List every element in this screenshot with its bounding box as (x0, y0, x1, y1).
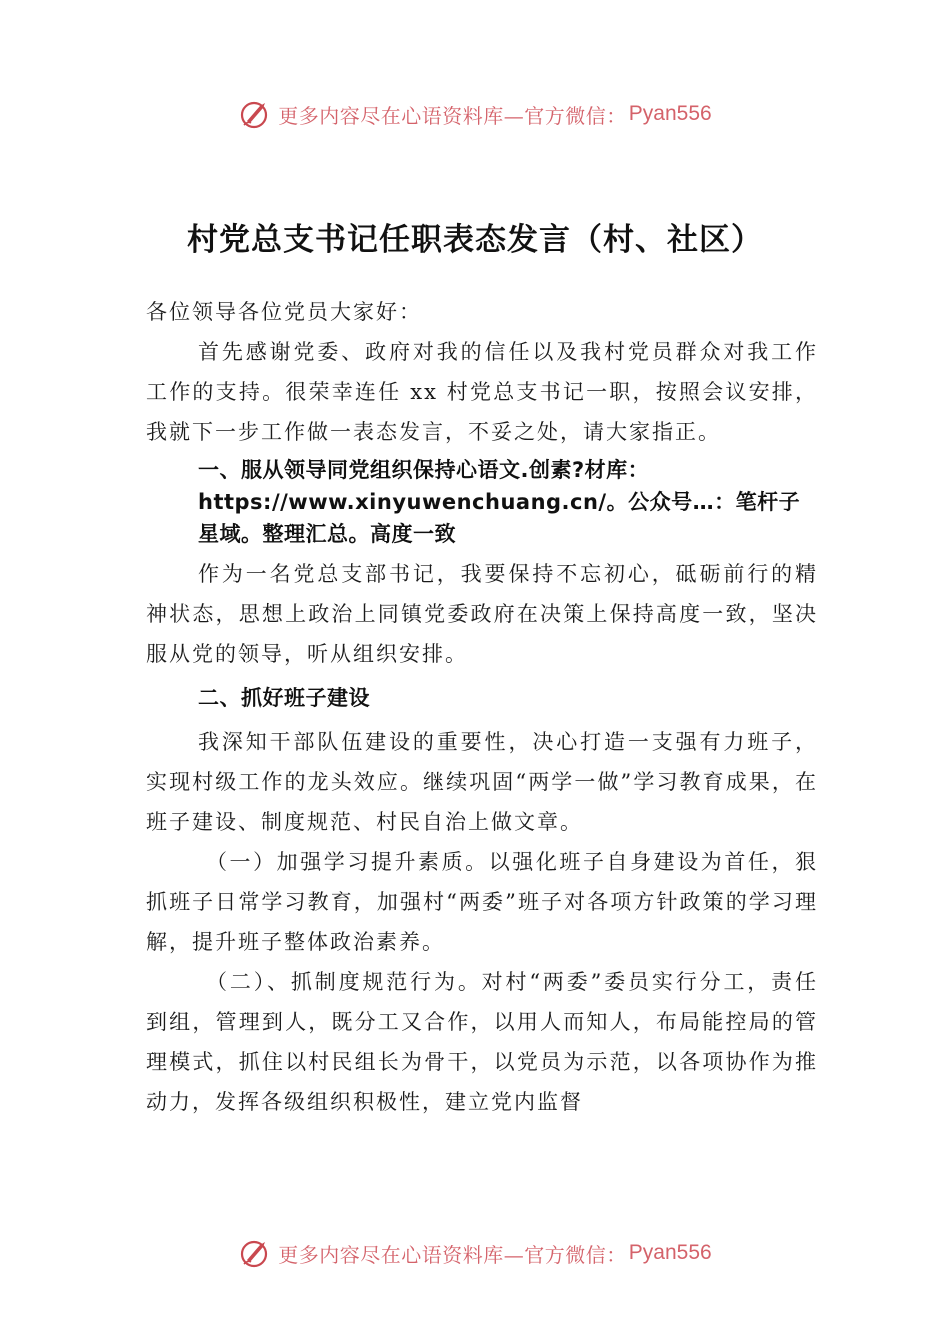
pen-logo-icon (238, 97, 272, 131)
banner-handle: Pyan556 (628, 102, 712, 125)
banner-slogan: 更多内容尽在心语资料库—官方微信： (278, 1242, 627, 1267)
header-banner (0, 94, 950, 134)
section1-heading: 一、服从领导同党组织保持心语文.创素?材库：https://www.xinyuwenchuang.cn/。公众号…：笔杆子星域。整理汇总。高度一致 (198, 458, 801, 546)
pen-logo-icon (238, 1236, 272, 1270)
footer-banner (0, 1233, 950, 1273)
section2-item2: （二）、抓制度规范行为。对村“两委”委员实行分工，责任到组，管理到人，既分工又合作，以用人而知人，布局能控局的管理模式，抓住以村民组长为骨干，以党员为示范，以各项协作为推动力，发挥各级组织积极性，建立党内监督 (146, 970, 818, 1114)
greeting: 各位领导各位党员大家好： (146, 300, 422, 324)
section1-paragraph: 作为一名党总支部书记，我要保持不忘初心，砥砺前行的精神状态，思想上政治上同镇党委政府在决策上保持高度一致，坚决服从党的领导，听从组织安排。 (146, 562, 818, 666)
section2-paragraph: 我深知干部队伍建设的重要性，决心打造一支强有力班子，实现村级工作的龙头效应。继续巩固“两学一做”学习教育成果，在班子建设、制度规范、村民自治上做文章。 (146, 730, 818, 834)
section2-heading: 二、抓好班子建设 (198, 686, 370, 710)
section2-item1: （一）加强学习提升素质。以强化班子自身建设为首任，狠抓班子日常学习教育，加强村“两委”班子对各项方针政策的学习理解，提升班子整体政治素养。 (146, 850, 818, 954)
banner-slogan: 更多内容尽在心语资料库—官方微信： (278, 103, 627, 128)
intro-paragraph: 首先感谢党委、政府对我的信任以及我村党员群众对我工作工作的支持。很荣幸连任 xx 村党总支书记一职，按照会议安排，我就下一步工作做一表态发言，不妥之处，请大家指正。 (146, 340, 818, 444)
banner-handle: Pyan556 (628, 1241, 712, 1264)
document-title: 村党总支书记任职表态发言（村、社区） (187, 222, 763, 258)
document-body (146, 292, 818, 1122)
